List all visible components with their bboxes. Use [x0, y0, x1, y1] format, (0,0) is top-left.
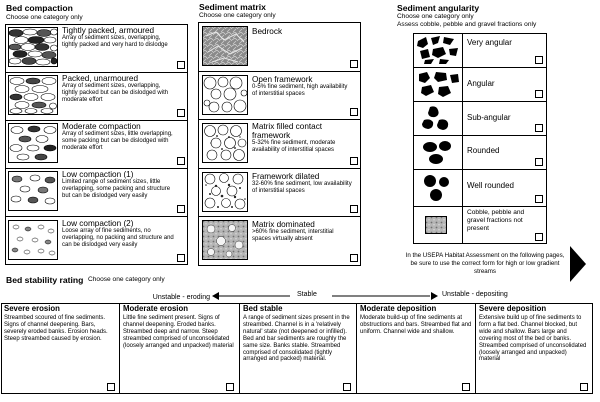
angularity-option-rounded[interactable] — [413, 135, 547, 170]
angularity-option-very-angular[interactable] — [413, 33, 547, 68]
stability-option-severe-erosion[interactable] — [1, 303, 119, 394]
option-description: 5-32% fine sediment, moderate availability of interstitial spaces — [252, 140, 336, 153]
sediment-matrix-option-matrix-filled[interactable] — [198, 119, 361, 169]
stability-option-moderate-deposition[interactable] — [357, 303, 475, 394]
option-name: Severe erosion — [4, 304, 60, 313]
option-name: Matrix dominated — [252, 220, 315, 229]
sediment-matrix-option-framework-dilated[interactable] — [198, 168, 361, 217]
angularity-option-angular[interactable] — [413, 67, 547, 102]
gravel-sample-picture — [425, 216, 447, 234]
option-description: A range of sediment sizes present in the streambed. Channel is in a 'relatively natural' state (not deepened or infilled). Bed and bar sediments are roughly the same size. Banks stable. Streambed comprised of consolidated (tightly arranged and packed) material. — [243, 315, 350, 363]
option-description: Array of sediment sizes, little overlapping, some packing but can be dislodged with moderate effort — [62, 131, 173, 151]
right-arrow-icon — [570, 246, 586, 282]
matrix-dominated-picture — [202, 220, 248, 260]
sediment-matrix-checkbox-5[interactable] — [350, 254, 358, 262]
sediment-matrix-checkbox-3[interactable] — [350, 157, 358, 165]
bed-compaction-option-low-1[interactable] — [5, 168, 188, 217]
matrix-filled-diagram — [202, 123, 248, 163]
angularity-option-well-rounded[interactable] — [413, 169, 547, 207]
very-angular-shapes — [416, 35, 460, 65]
bed-compaction-checkbox-4[interactable] — [177, 205, 185, 213]
option-description: >60% fine sediment, interstitial spaces virtually absent — [252, 229, 334, 242]
option-name: Sub-angular — [467, 113, 511, 122]
stability-checkbox-4[interactable] — [462, 383, 470, 391]
bed-compaction-option-low-2[interactable] — [5, 216, 188, 265]
bed-stability-title: Bed stability rating — [6, 275, 84, 285]
stability-checkbox-2[interactable] — [226, 383, 234, 391]
option-description: Little fine sediment present. Signs of channel deepening. Eroded banks. Streambed deep and narrow. Steep streambed comprised of unconsolidated (loosely arranged and unpacked) material — [123, 315, 234, 349]
bed-compaction-checkbox-2[interactable] — [177, 109, 185, 117]
angularity-checkbox-4[interactable] — [535, 158, 543, 166]
bed-compaction-option-packed-unarmoured[interactable] — [5, 72, 188, 121]
angularity-checkbox-1[interactable] — [535, 56, 543, 64]
angular-shapes — [416, 69, 460, 99]
option-description: Extensive build up of fine sediments to form a flat bed. Channel blocked, but wide and shallow. Bars large and covering most of the bed or banks. Streambed comprised of unconsolidated (loosely arranged and unpacked) material — [479, 315, 587, 363]
bed-compaction-checkbox-3[interactable] — [177, 157, 185, 165]
tightly-packed-diagram — [8, 27, 58, 67]
option-name: Severe deposition — [479, 304, 547, 313]
bed-compaction-subtitle: Choose one category only — [6, 14, 83, 21]
option-description: 32-60% fine sediment, low availability of interstitial spaces — [252, 181, 352, 194]
option-name: Moderate compaction — [62, 122, 141, 131]
option-description: Streambed scoured of fine sediments. Signs of channel deepening. Bars, severely eroded banks. Erosion heads. Steep streambed caused by erosion. — [4, 315, 108, 342]
stability-option-bed-stable[interactable] — [240, 303, 356, 394]
scale-label-stable: Stable — [297, 291, 317, 298]
angularity-checkbox-2[interactable] — [535, 90, 543, 98]
scale-label-depositing: Unstable - depositing — [442, 291, 508, 298]
bed-stability-subtitle: Choose one category only — [88, 276, 165, 283]
stability-scale-arrows — [212, 292, 588, 300]
option-name: Moderate deposition — [360, 304, 437, 313]
sediment-matrix-title: Sediment matrix — [199, 2, 266, 12]
option-description: Moderate build-up of fine sediments at obstructions and bars. Streambed flat and uniform. Channel wide and shallow. — [360, 315, 472, 335]
stability-option-severe-deposition[interactable] — [476, 303, 593, 394]
angularity-checkbox-5[interactable] — [535, 195, 543, 203]
sediment-matrix-option-open-framework[interactable] — [198, 71, 361, 120]
stability-checkbox-5[interactable] — [580, 383, 588, 391]
bed-compaction-checkbox-1[interactable] — [177, 61, 185, 69]
sediment-matrix-checkbox-4[interactable] — [350, 205, 358, 213]
framework-dilated-diagram — [202, 172, 248, 212]
angularity-checkbox-3[interactable] — [535, 124, 543, 132]
option-name: Open framework — [252, 75, 313, 84]
option-description: Loose array of fine sediments, no overlapping, no packing and structure and can be dislodged very easily — [62, 228, 174, 248]
sediment-angularity-subtitle: Choose one category only — [397, 13, 474, 20]
rounded-shapes — [416, 137, 460, 167]
option-description: 0-5% fine sediment, high availability of interstitial spaces — [252, 84, 348, 97]
option-name: Matrix filled contact framework — [252, 122, 323, 140]
sediment-angularity-instruction: Assess cobble, pebble and gravel fractions only — [397, 21, 537, 28]
stability-checkbox-3[interactable] — [343, 383, 351, 391]
sediment-matrix-checkbox-1[interactable] — [350, 60, 358, 68]
option-name: Bedrock — [252, 27, 283, 36]
bed-compaction-option-tightly-packed[interactable] — [5, 24, 188, 73]
option-name: Framework dilated — [252, 172, 320, 181]
option-name: Moderate erosion — [123, 304, 188, 313]
option-name: Rounded — [467, 146, 500, 155]
option-name: Angular — [467, 79, 495, 88]
open-framework-diagram — [202, 75, 248, 115]
sediment-matrix-option-matrix-dominated[interactable] — [198, 216, 361, 266]
option-name: Very angular — [467, 38, 512, 47]
stability-checkbox-1[interactable] — [107, 383, 115, 391]
sediment-matrix-subtitle: Choose one category only — [199, 12, 276, 19]
angularity-option-not-present[interactable] — [413, 206, 547, 244]
bed-compaction-option-moderate[interactable] — [5, 120, 188, 169]
option-name: Low compaction (1) — [62, 170, 134, 179]
option-name: Well rounded — [467, 181, 514, 190]
sediment-matrix-option-bedrock[interactable] — [198, 22, 361, 72]
moderate-compaction-diagram — [8, 123, 58, 163]
option-name: Low compaction (2) — [62, 219, 134, 228]
option-name: Packed, unarmoured — [62, 74, 139, 83]
packed-unarmoured-diagram — [8, 75, 58, 115]
well-rounded-shapes — [416, 171, 460, 203]
stability-option-moderate-erosion[interactable] — [120, 303, 239, 394]
sub-angular-shapes — [416, 103, 460, 133]
option-name: Tightly packed, armoured — [62, 26, 155, 35]
low-compaction-2-diagram — [8, 220, 58, 260]
low-compaction-1-diagram — [8, 171, 58, 211]
bedrock-picture — [202, 26, 248, 66]
sediment-matrix-checkbox-2[interactable] — [350, 108, 358, 116]
option-description: Array of sediment sizes, overlapping, tightly packed but can be dislodged with moderate effort — [62, 83, 169, 103]
option-name: Cobble, pebble and gravel fractions not present — [467, 209, 525, 232]
angularity-checkbox-6[interactable] — [535, 233, 543, 241]
option-description: Limited range of sediment sizes, little overlapping, some packing and structure but can be dislodged very easily — [62, 179, 171, 199]
angularity-option-sub-angular[interactable] — [413, 101, 547, 136]
sediment-angularity-title: Sediment angularity — [397, 3, 480, 13]
option-name: Bed stable — [243, 304, 283, 313]
option-description: Array of sediment sizes, overlapping, tightly packed and very hard to dislodge — [62, 35, 168, 48]
bed-compaction-checkbox-5[interactable] — [177, 254, 185, 262]
habitat-assessment-note: In the USEPA Habitat Assessment on the following pages, be sure to use the correct form for high or low gradient streams — [405, 252, 565, 275]
bed-compaction-title: Bed compaction — [6, 3, 73, 13]
